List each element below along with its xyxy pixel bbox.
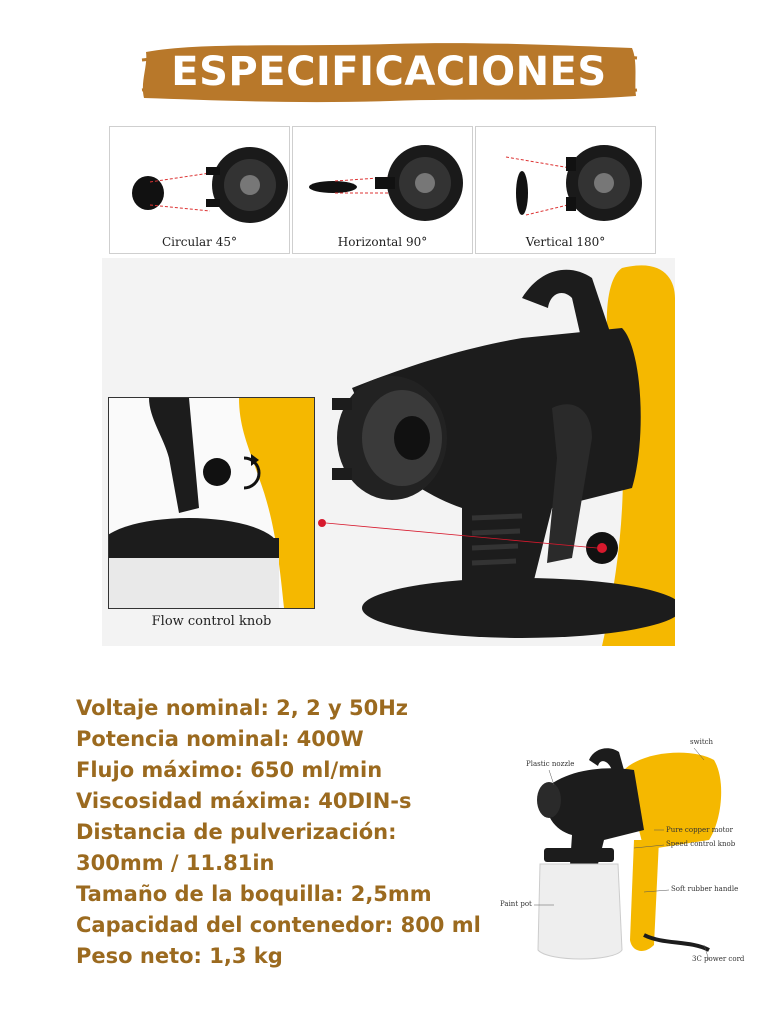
spec-voltage: Voltaje nominal: 2, 2 y 50Hz xyxy=(76,696,409,720)
nozzle-mode-label: Circular 45° xyxy=(161,235,238,249)
spec-power: Potencia nominal: 400W xyxy=(76,727,364,751)
spec-nozzle-size: Tamaño de la boquilla: 2,5mm xyxy=(76,882,432,906)
spec-max-viscosity: Viscosidad máxima: 40DIN-s xyxy=(76,789,412,813)
spec-max-flow: Flujo máximo: 650 ml/min xyxy=(76,758,383,782)
nozzle-mode-panel-horizontal xyxy=(292,126,473,254)
nozzle-mode-label: Horizontal 90° xyxy=(337,235,428,249)
callout-switch: switch xyxy=(690,738,714,746)
nozzle-mode-label: Vertical 180° xyxy=(525,235,606,249)
callout-power-cord: 3C power cord xyxy=(692,955,745,963)
nozzle-mode-panel-circular xyxy=(109,126,290,254)
nozzle-mode-panel-vertical xyxy=(475,126,656,254)
callout-plastic-nozzle: Plastic nozzle xyxy=(526,760,575,768)
callout-handle: Soft rubber handle xyxy=(671,885,739,893)
specifications-list xyxy=(76,693,496,972)
spec-spray-distance-value: 300mm / 11.81in xyxy=(76,851,275,875)
spec-container-capacity: Capacidad del contenedor: 800 ml xyxy=(76,913,481,937)
callout-speed-knob: Speed control knob xyxy=(666,840,736,848)
flow-control-knob-label: Flow control knob xyxy=(151,614,272,629)
product-diagram xyxy=(494,730,744,970)
callout-paint-pot: Paint pot xyxy=(500,900,532,908)
callout-motor: Pure copper motor xyxy=(666,826,733,834)
spec-net-weight: Peso neto: 1,3 kg xyxy=(76,944,283,968)
flow-control-knob-inset xyxy=(108,397,315,609)
spec-spray-distance: Distancia de pulverización: xyxy=(76,820,397,844)
page-title: ESPECIFICACIONES xyxy=(171,49,607,95)
